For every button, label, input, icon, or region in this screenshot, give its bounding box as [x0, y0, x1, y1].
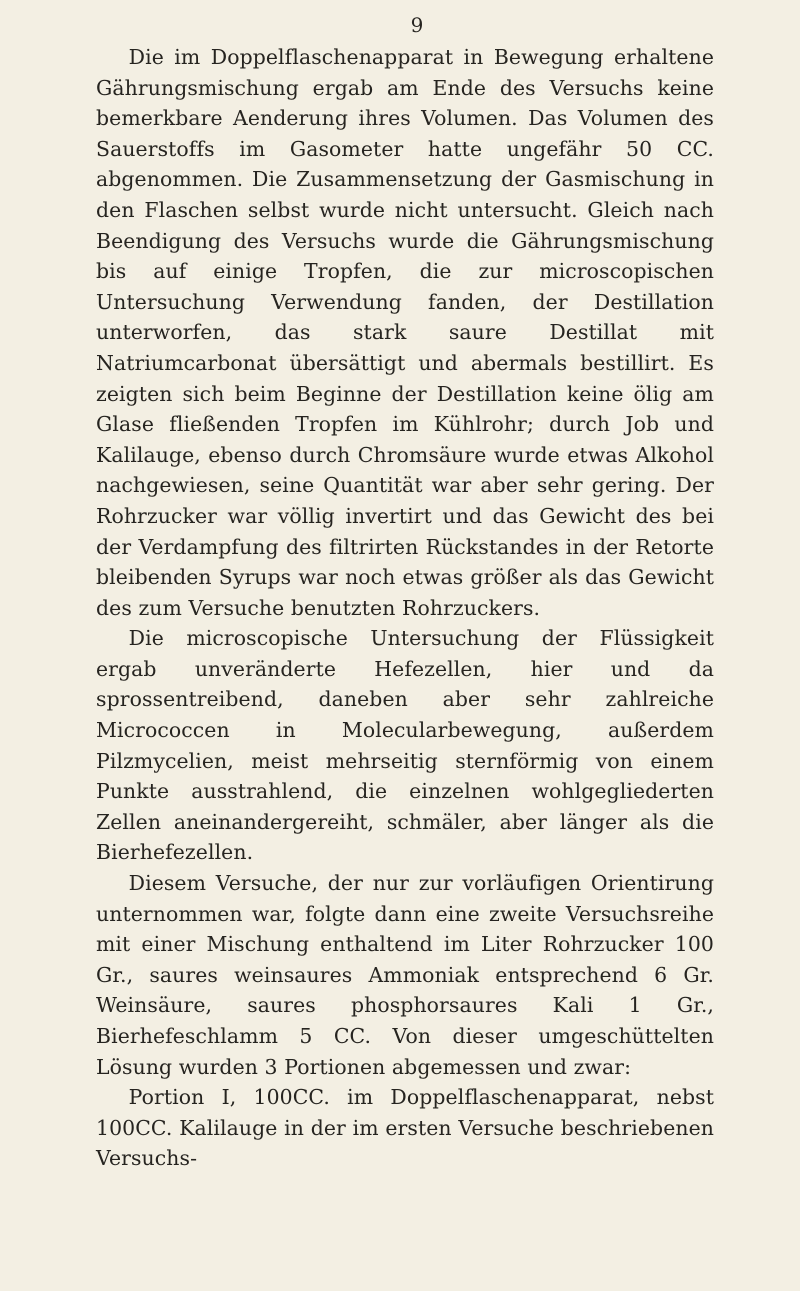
body-text [96, 42, 714, 1174]
page-number: 9 [410, 13, 424, 37]
paragraph-3: Diesem Versuche, der nur zur vorläufigen Orientirung unternommen war, folgte dann eine zweite Versuchsreihe mit einer Mischung enthaltend im Liter Rohrzucker 100 Gr., saures weinsaures Ammoniak entsprechend 6 Gr. Weinsäure, saures phosphorsaures Kali 1 Gr., Bierhefeschlamm 5 CC. Von dieser umgeschüttelten Lösung wurden 3 Portionen abgemessen und zwar: [96, 871, 714, 1079]
paragraph-2: Die microscopische Untersuchung der Flüssigkeit ergab unveränderte Hefezellen, hier und da sprossentreibend, daneben aber sehr zahlreiche Micrococcen in Molecularbewegung, außerdem Pilzmycelien, meist mehrseitig sternförmig von einem Punkte ausstrahlend, die einzelnen wohlgegliederten Zellen aneinandergereiht, schmäler, aber länger als die Bierhefezellen. [96, 626, 714, 865]
paragraph-1: Die im Doppelflaschenapparat in Bewegung erhaltene Gährungsmischung ergab am Ende des Versuchs keine bemerkbare Aenderung ihres Volumen. Das Volumen des Sauerstoffs im Gasometer hatte ungefähr 50 CC. abgenommen. Die Zusammensetzung der Gasmischung in den Flaschen selbst wurde nicht untersucht. Gleich nach Beendigung des Versuchs wurde die Gährungsmischung bis auf einige Tropfen, die zur microscopischen Untersuchung Verwendung fanden, der Destillation unterworfen, das stark saure Destillat mit Natriumcarbonat übersättigt und abermals bestillirt. Es zeigten sich beim Beginne der Destillation keine ölig am Glase fließenden Tropfen im Kühlrohr; durch Job und Kalilauge, ebenso durch Chromsäure wurde etwas Alkohol nachgewiesen, seine Quantität war aber sehr gering. Der Rohrzucker war völlig invertirt und das Gewicht des bei der Verdampfung des filtrirten Rückstandes in der Retorte bleibenden Syrups war noch etwas größer als das Gewicht des zum Versuche benutzten Rohrzuckers. [96, 45, 714, 620]
paragraph-4: Portion I, 100CC. im Doppelflaschenapparat, nebst 100CC. Kalilauge in der im ersten Versuche beschriebenen Versuchs- [96, 1085, 714, 1171]
